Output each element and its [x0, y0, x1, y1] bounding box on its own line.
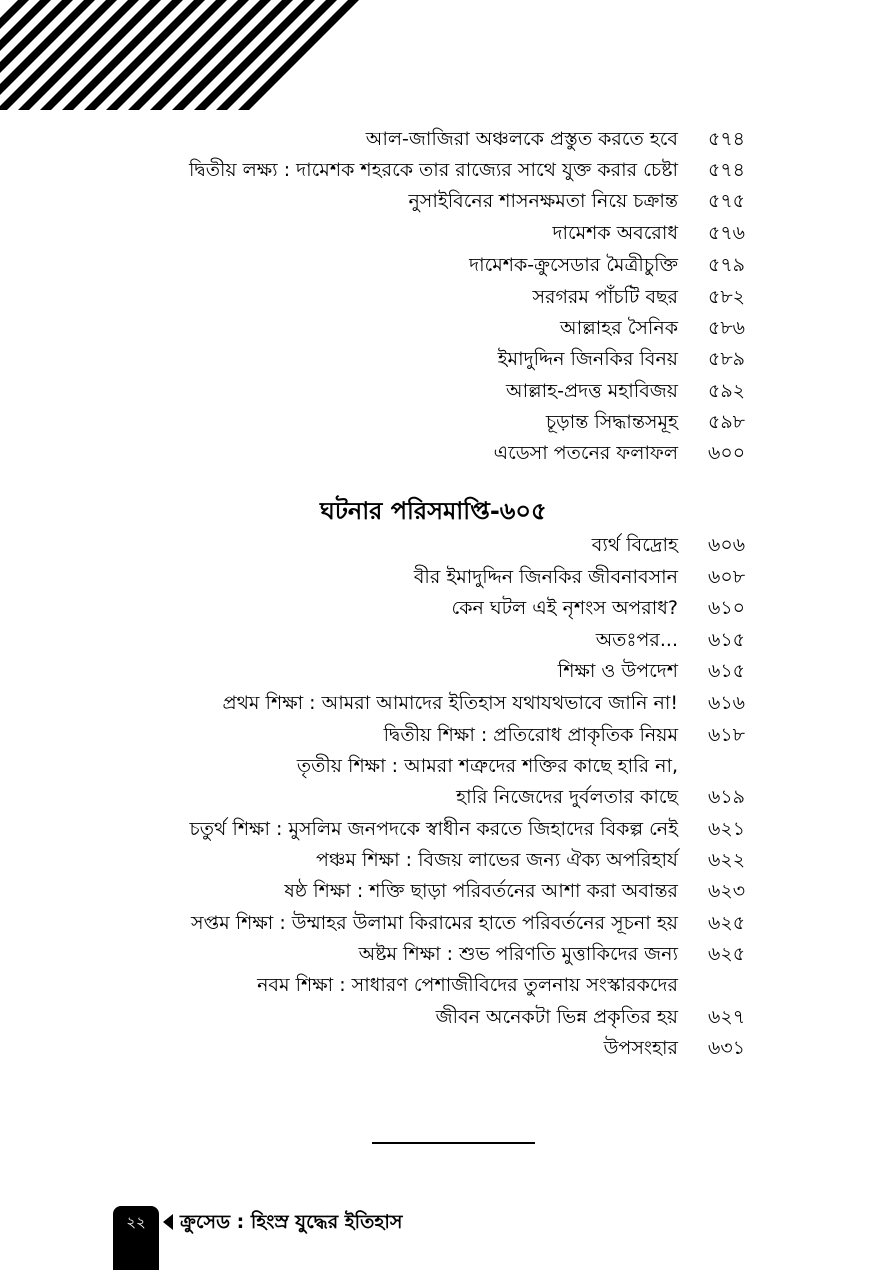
toc-entry-page: ৬১৫ [708, 660, 746, 682]
toc-entry-title: সপ্তম শিক্ষা : উম্মাহর উলামা কিরামের হাতে পরিবর্তনের সূচনা হয় [190, 912, 678, 934]
toc-entry-page: ৬২১ [708, 818, 746, 840]
toc-entry[interactable] [0, 186, 870, 217]
toc-entry-title: দামেশক অবরোধ [552, 222, 678, 244]
toc-entry-page: ৫৯৮ [708, 411, 745, 433]
toc-entry-page: ৫৭৬ [708, 222, 746, 244]
toc-entry[interactable] [0, 438, 870, 469]
toc-entry-page: ৬২৭ [708, 1006, 746, 1028]
toc-entry-title: নুসাইবিনের শাসনক্ষমতা নিয়ে চক্রান্ত [408, 190, 678, 212]
toc-entry-title: তৃতীয় শিক্ষা : আমরা শত্রুদের শক্তির কাছে হারি না, [296, 755, 678, 777]
footer-book-title: ক্রুসেড : হিংস্র যুদ্ধের ইতিহাস [180, 1211, 403, 1233]
toc-entry[interactable] [0, 124, 870, 155]
toc-entry[interactable] [0, 344, 870, 375]
toc-entry[interactable] [0, 250, 870, 281]
toc-entry-page: ৫৮২ [708, 286, 746, 308]
diagonal-stripes-decoration [0, 0, 380, 110]
toc-entry-page: ৬২৫ [708, 912, 746, 934]
toc-entry[interactable] [0, 1002, 870, 1033]
toc-entry-page: ৬১০ [708, 597, 746, 619]
toc-entry[interactable] [0, 845, 870, 876]
toc-entry-page: ৬১৬ [708, 692, 746, 714]
toc-entry[interactable] [0, 376, 870, 407]
toc-entry-page: ৫৯২ [708, 380, 746, 402]
toc-entry-title: বীর ইমাদুদ্দিন জিনকির জীবনাবসান [413, 566, 678, 588]
toc-entry[interactable] [0, 720, 870, 751]
toc-entry-title: সরগরম পাঁচটি বছর [532, 286, 678, 308]
toc-entry[interactable] [0, 155, 870, 186]
toc-entry[interactable] [0, 593, 870, 624]
toc-entry-page: ৬২৩ [708, 880, 746, 902]
toc-entry-page: ৬২৫ [708, 943, 746, 965]
toc-entry-title: দ্বিতীয় লক্ষ্য : দামেশক শহরকে তার রাজ্যের সাথে যুক্ত করার চেষ্টা [188, 159, 678, 181]
toc-entry-page: ৬০০ [708, 442, 746, 464]
toc-entry[interactable] [0, 562, 870, 593]
toc-entry[interactable] [0, 939, 870, 970]
toc-entry[interactable] [0, 313, 870, 344]
end-divider-line [372, 1142, 535, 1144]
triangle-left-icon [163, 1214, 173, 1230]
toc-entry-page: ৬০৮ [708, 566, 746, 588]
toc-entry-title: কেন ঘটল এই নৃশংস অপরাধ? [451, 597, 678, 619]
toc-entry-title: দ্বিতীয় শিক্ষা : প্রতিরোধ প্রাকৃতিক নিয়ম [383, 724, 678, 746]
toc-entry-page: ৫৮৬ [708, 317, 746, 339]
toc-entry-page: ৬২২ [708, 849, 746, 871]
toc-entry-page: ৫৭৪ [708, 128, 746, 150]
toc-entry-page: ৬০৬ [708, 534, 746, 556]
toc-entry[interactable] [0, 876, 870, 907]
toc-entry-title: পঞ্চম শিক্ষা : বিজয় লাভের জন্য ঐক্য অপরিহার্য [315, 849, 678, 871]
toc-entry-page: ৫৭৪ [708, 159, 746, 181]
toc-entry-title: দামেশক-ক্রুসেডার মৈত্রীচুক্তি [469, 254, 678, 276]
toc-entry-page: ৫৮৯ [708, 348, 745, 370]
toc-entry-title: অতঃপর... [595, 629, 678, 651]
toc-entry[interactable] [0, 625, 870, 656]
toc-entry-title: আল্লাহ-প্রদত্ত মহাবিজয় [505, 380, 678, 402]
toc-entry-page: ৬১৫ [708, 629, 746, 651]
toc-entry[interactable] [0, 782, 870, 813]
toc-entry[interactable] [0, 530, 870, 561]
toc-entry-title: ষষ্ঠ শিক্ষা : শক্তি ছাড়া পরিবর্তনের আশা করা অবান্তর [284, 880, 678, 902]
toc-entry-title: উপসংহার [603, 1037, 678, 1059]
toc-entry-title: হারি নিজেদের দুর্বলতার কাছে [456, 786, 678, 808]
toc-entry-title: নবম শিক্ষা : সাধারণ পেশাজীবিদের তুলনায় সংস্কারকদের [257, 974, 678, 996]
toc-entry[interactable] [0, 688, 870, 719]
toc-entry[interactable] [0, 656, 870, 687]
toc-entry-page: ৬১৮ [708, 724, 746, 746]
toc-entry[interactable] [0, 218, 870, 249]
toc-entry-title: ইমাদুদ্দিন জিনকির বিনয় [497, 348, 678, 370]
toc-entry-title: আল-জাজিরা অঞ্চলকে প্রস্তুত করতে হবে [365, 128, 678, 150]
toc-entry-title: এডেসা পতনের ফলাফল [493, 442, 678, 464]
toc-entry-page: ৫৭৯ [708, 254, 746, 276]
toc-entry-title: ব্যর্থ বিদ্রোহ [591, 534, 678, 556]
footer-page-number: ২২ [126, 1213, 146, 1231]
toc-entry-title: চতুর্থ শিক্ষা : মুসলিম জনপদকে স্বাধীন করতে জিহাদের বিকল্প নেই [189, 818, 678, 840]
toc-entry-page: ৫৭৫ [708, 190, 746, 212]
toc-entry[interactable] [0, 970, 870, 1001]
toc-entry[interactable] [0, 908, 870, 939]
toc-entry[interactable] [0, 282, 870, 313]
toc-entry-page: ৬১৯ [708, 786, 746, 808]
section-heading[interactable]: ঘটনার পরিসমাপ্তি-৬০৫ [320, 497, 547, 525]
toc-entry-title: চূড়ান্ত সিদ্ধান্তসমূহ [545, 411, 678, 433]
toc-entry[interactable] [0, 407, 870, 438]
toc-entry-title: জীবন অনেকটা ভিন্ন প্রকৃতির হয় [435, 1006, 678, 1028]
toc-entry-title: শিক্ষা ও উপদেশ [557, 660, 678, 682]
toc-entry[interactable] [0, 751, 870, 782]
toc-entry-page: ৬৩১ [708, 1037, 746, 1059]
toc-entry[interactable] [0, 814, 870, 845]
toc-entry-title: অষ্টম শিক্ষা : শুভ পরিণতি মুত্তাকিদের জন্য [358, 943, 678, 965]
toc-entry[interactable] [0, 1033, 870, 1064]
toc-entry-title: প্রথম শিক্ষা : আমরা আমাদের ইতিহাস যথাযথভাবে জানি না! [222, 692, 678, 714]
toc-entry-title: আল্লাহর সৈনিক [560, 317, 678, 339]
